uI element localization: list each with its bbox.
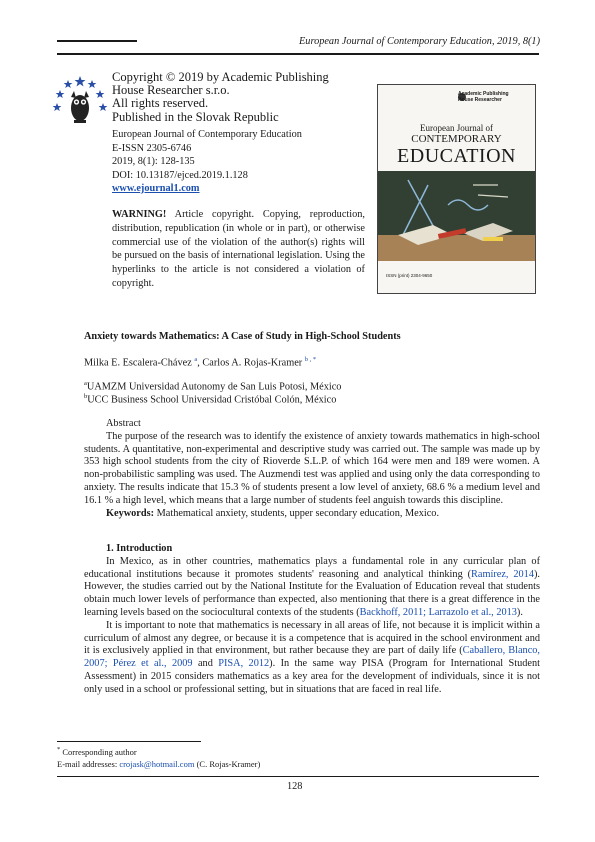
- logo-star: [53, 103, 62, 111]
- copyright-line: Copyright © 2019 by Academic Publishing: [112, 70, 329, 84]
- header-rule-top: [57, 40, 137, 42]
- journal-website-link[interactable]: www.ejournal1.com: [112, 183, 200, 194]
- page-number: 128: [287, 781, 303, 792]
- cover-title: European Journal of CONTEMPORARY EDUCATION: [397, 123, 516, 167]
- introduction-section: [84, 543, 540, 697]
- rights-line: All rights reserved.: [112, 96, 209, 111]
- abstract-text: The purpose of the research was to identify the existence of anxiety towards mathematics in high-school students. A quantitative, non-experimental and descriptive study was carried out. The sample was made up by 353 high school students from the city of Rioverde S.L.P. of which 164 were men and 189 were women. A non-probabilistic sampling was used. The Auzmendi test was applied and using only the data corresponding to anxiety. The results indicate that 15.3 % of students present a low level of anxiety, 68.6 % a medium level and 16.1 % a high level, which means that a large number of students feel anguish towards this discipline.: [84, 430, 540, 506]
- footnote-rule: [57, 741, 201, 742]
- logo-star: [96, 90, 105, 98]
- publisher-house: House Researcher s.r.o.: [112, 83, 230, 98]
- logo-star: [56, 90, 65, 98]
- warning-text: Article copyright. Copying, reproduction, distribution, republication (in whole or in part), or otherwise commercial use of the violation of the author(s) rights will be pursued on the basis of international legislation. Using the hyperlinks to the article is not considered a violation of copyright.: [112, 209, 365, 289]
- journal-info: [112, 128, 372, 196]
- issue-pages: 2019, 8(1): 128-135: [112, 156, 195, 167]
- doi: DOI: 10.13187/ejced.2019.1.128: [112, 169, 248, 181]
- keywords: Keywords: Mathematical anxiety, students, upper secondary education, Mexico.: [106, 507, 440, 519]
- email-note: E-mail addresses: crojask@hotmail.com (C. Rojas-Kramer): [57, 759, 261, 769]
- header-rule-bottom: [57, 53, 539, 55]
- citation-link[interactable]: Backhoff, 2011; Larrazolo et al., 2013: [359, 606, 517, 618]
- publisher-info: [112, 71, 382, 124]
- publisher-logo-icon: [52, 74, 108, 130]
- logo-star: [64, 80, 73, 88]
- citation-link[interactable]: PISA, 2012: [218, 658, 270, 670]
- citation-link[interactable]: Ramírez, 2014: [471, 568, 534, 580]
- affiliation-b: $^b$UCC Business School Universidad Cristóbal Colón, México: [84, 393, 337, 406]
- corresponding-author-note: * Corresponding author: [57, 746, 137, 757]
- author-2-affiliation-marker[interactable]: b , *: [304, 356, 317, 363]
- logo-star: [88, 80, 97, 88]
- journal-cover-image: [377, 84, 536, 294]
- author-1-affiliation-marker[interactable]: a: [194, 356, 198, 363]
- email-link[interactable]: crojask@hotmail.com: [119, 759, 195, 769]
- authors-line: [84, 356, 564, 368]
- published-in-line: Published in the Slovak Republic: [112, 109, 279, 124]
- logo-star: [99, 103, 108, 111]
- cover-issn: ISSN (print) 2304-9650: [386, 273, 433, 278]
- journal-header: European Journal of Contemporary Education, 2019, 8(1): [299, 36, 540, 47]
- warning-label: WARNING!: [112, 209, 167, 220]
- introduction-heading: 1. Introduction: [106, 543, 173, 554]
- cover-artwork: [378, 85, 535, 293]
- author-1: Milka E. Escalera-Chávez: [84, 357, 195, 369]
- copyright-warning: [112, 208, 365, 291]
- citation-link[interactable]: Caballero, Blanco, 2007; Pérez et al., 2009: [84, 645, 540, 670]
- logo-star: [75, 76, 86, 87]
- cover-publisher: Academic Publishing House Researcher: [458, 91, 509, 103]
- footer-rule: [57, 776, 539, 777]
- intro-paragraph-2: It is important to note that mathematics is necessary in all areas of life, not because it is implicit within a curriculum of almost any degree, or because it is a competence that is acquired in the school environment and it is exclusively applied in that environment, but rather because they are part of daily life (Caballero, Blanco, 2007; Pérez et al., 2009 and PISA, 2012). In the same way PISA (Program for International Student Assessment) in 2015 considers mathematics as a key area for the development of individuals, since it is not only used in a school or professional setting, but in situations that are faced in real life.: [84, 619, 541, 695]
- affiliation-a: $^a$UAMZM Universidad Autonomy de San Luis Potosi, México: [84, 380, 342, 393]
- author-separator: , Carlos A. Rojas-Kramer: [197, 357, 305, 369]
- article-title: Anxiety towards Mathematics: A Case of Study in High-School Students: [84, 331, 401, 342]
- intro-paragraph-1: In Mexico, as in other countries, mathematics plays a fundamental role in any curricular plan of educational institutions because it promotes students' reasoning and analytical thinking (Ramírez, 2014). However, the studies carried out by the National Institute for the Evaluation of Education reveal that students obtain much lower levels of performance than expected, also mentioning that there is a great difference in the learning levels based on the sociocultural contexts of the students (Backhoff, 2011; Larrazolo et al., 2013).: [84, 555, 540, 618]
- journal-name: European Journal of Contemporary Education: [112, 129, 302, 140]
- abstract-heading: Abstract: [106, 418, 141, 429]
- abstract-section: [84, 418, 540, 520]
- eissn: E-ISSN 2305-6746: [112, 142, 192, 154]
